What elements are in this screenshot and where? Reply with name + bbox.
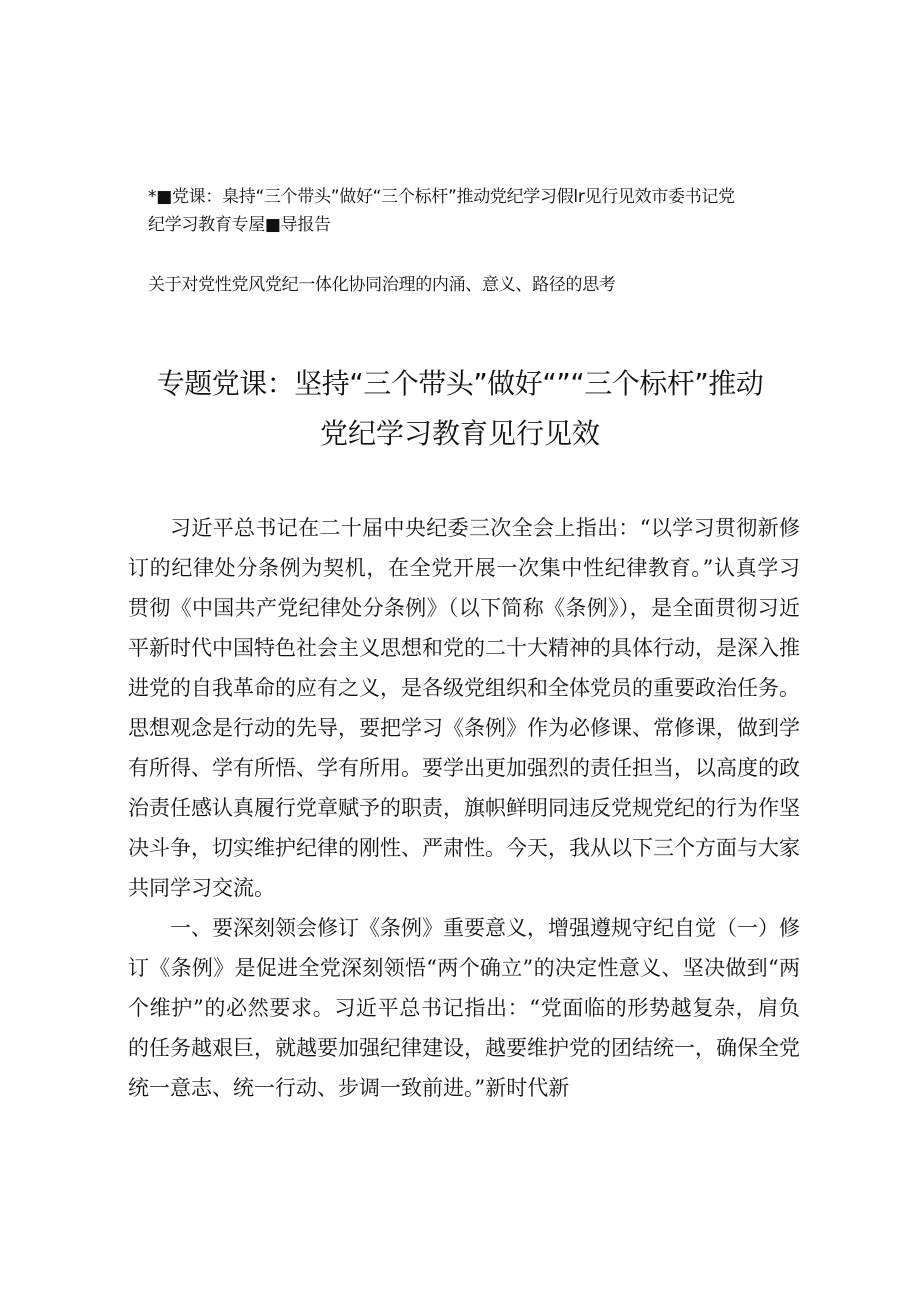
document-body: [128, 508, 800, 1108]
document-title-line-1: 专题党课：坚持“三个带头”做好“”“三个标杆”推动: [156, 367, 764, 400]
document-title-line-2: 党纪学习教育见行见效: [319, 417, 600, 450]
header-line-3: 关于对党性党风党纪一体化协同治理的内涌、意义、路径的思考: [148, 275, 616, 295]
body-paragraph-1: 习近平总书记在二十届中央纪委三次全会上指出：“以学习贯彻新修订的纪律处分条例为契机，在全党开展一次集中性纪律教育。”认真学习贯彻《中国共产党纪律处分条例》（以下简称《条例》），是全面贯彻习近平新时代中国特色社会主义思想和党的二十大精神的具体行动，是深入推进党的自我革命的应有之义，是各级党组织和全体党员的重要政治任务。思想观念是行动的先导，要把学习《条例》作为必修课、常修课，做到学有所得、学有所悟、学有所用。要学出更加强烈的责任担当，以高度的政治责任感认真履行党章赋予的职责，旗帜鲜明同违反党规党纪的行为作坚决斗争，切实维护纪律的刚性、严肃性。今天，我从以下三个方面与大家共同学习交流。: [128, 516, 800, 900]
header-line-2: 纪学习教育专屋■导报告: [148, 215, 331, 235]
body-paragraph-2: 一、要深刻领会修订《条例》重要意义，增强遵规守纪自觉（一）修订《条例》是促进全党深刻领悟“两个确立”的决定性意义、坚决做到“两个维护”的必然要求。习近平总书记指出：“党面临的形势越复杂，肩负的任务越艰巨，就越要加强纪律建设，越要维护党的团结统一，确保全党统一意志、统一行动、步调一致前进。”新时代新: [128, 916, 800, 1100]
header-line-1: *■党课：臬持“三个带头”做好“三个标杆”推动党纪学习假lr见行见效市委书记党: [148, 187, 735, 207]
